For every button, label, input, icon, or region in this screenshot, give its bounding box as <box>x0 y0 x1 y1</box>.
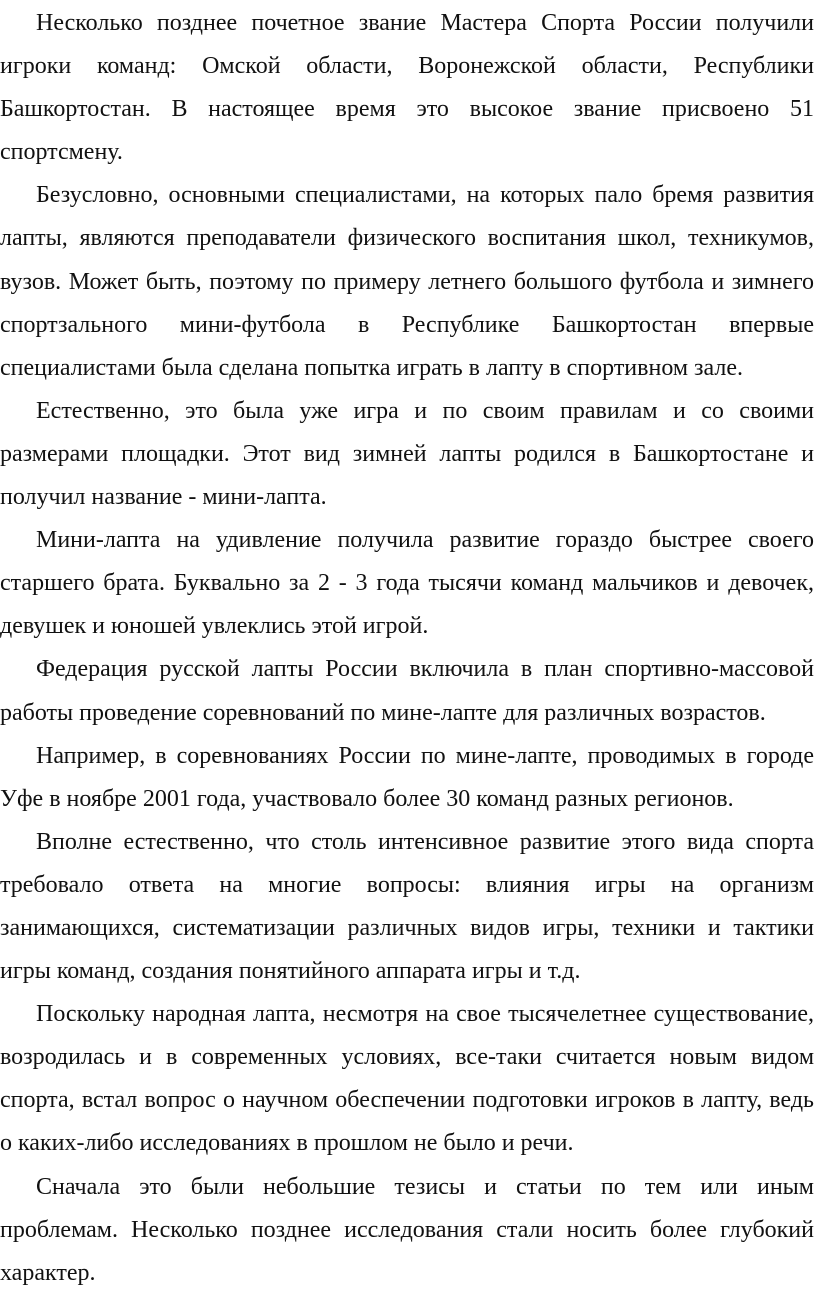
text-line: девушек и юношей увлеклись этой игрой. <box>0 613 429 640</box>
text-line: вузов. Может быть, поэтому по примеру летнего большого футбола и зимнего <box>0 268 814 295</box>
text-line: спортсмену. <box>0 139 123 166</box>
text-line: о каких-либо исследованиях в прошлом не было и речи. <box>0 1130 574 1157</box>
paragraph <box>0 2 814 174</box>
paragraph <box>0 735 814 821</box>
text-line: Например, в соревнованиях России по мине-лапте, проводимых в городе <box>36 742 814 769</box>
text-line: Федерация русской лапты России включила в план спортивно-массовой <box>36 656 814 683</box>
text-line: возродилась и в современных условиях, все-таки считается новым видом <box>0 1044 814 1071</box>
text-line: Мини-лапта на удивление получила развитие гораздо быстрее своего <box>36 527 814 554</box>
text-line: лапты, являются преподаватели физического воспитания школ, техникумов, <box>0 225 814 252</box>
text-line: работы проведение соревнований по мине-лапте для различных возрастов. <box>0 699 766 726</box>
text-line: игроки команд: Омской области, Воронежской области, Республики <box>0 53 814 80</box>
text-line: старшего брата. Буквально за 2 - 3 года тысячи команд мальчиков и девочек, <box>0 570 814 597</box>
text-line: Несколько позднее почетное звание Мастера Спорта России получили <box>36 10 814 36</box>
text-line: характер. <box>0 1259 96 1286</box>
paragraph <box>0 174 814 389</box>
text-line: проблемам. Несколько позднее исследования стали носить более глубокий <box>0 1216 814 1243</box>
text-line: требовало ответа на многие вопросы: влияния игры на организм <box>0 871 814 898</box>
text-line: занимающихся, систематизации различных видов игры, техники и тактики <box>0 914 814 941</box>
text-line: спорта, встал вопрос о научном обеспечении подготовки игроков в лапту, ведь <box>0 1087 814 1114</box>
paragraph <box>0 1166 814 1295</box>
text-line: размерами площадки. Этот вид зимней лапты родился в Башкортостане и <box>0 440 814 467</box>
paragraph <box>0 993 814 1165</box>
text-line: игры команд, создания понятийного аппарата игры и т.д. <box>0 958 581 985</box>
paragraph <box>0 821 814 993</box>
text-line: специалистами была сделана попытка играть в лапту в спортивном зале. <box>0 354 744 381</box>
text-line: Естественно, это была уже игра и по своим правилам и со своими <box>36 397 814 424</box>
text-line: Вполне естественно, что столь интенсивное развитие этого вида спорта <box>36 828 814 855</box>
text-line: Поскольку народная лапта, несмотря на свое тысячелетнее существование, <box>36 1001 814 1028</box>
text-line: Башкортостан. В настоящее время это высокое звание присвоено 51 <box>0 96 814 123</box>
paragraph <box>0 519 814 648</box>
text-line: получил название - мини-лапта. <box>0 484 327 511</box>
text-line: Сначала это были небольшие тезисы и статьи по тем или иным <box>36 1173 814 1200</box>
paragraph <box>0 648 814 734</box>
paragraph <box>0 390 814 519</box>
text-line: Безусловно, основными специалистами, на которых пало бремя развития <box>36 182 814 209</box>
text-line: спортзального мини-футбола в Республике Башкортостан впервые <box>0 311 814 338</box>
text-line: Уфе в ноябре 2001 года, участвовало более 30 команд разных регионов. <box>0 785 734 812</box>
